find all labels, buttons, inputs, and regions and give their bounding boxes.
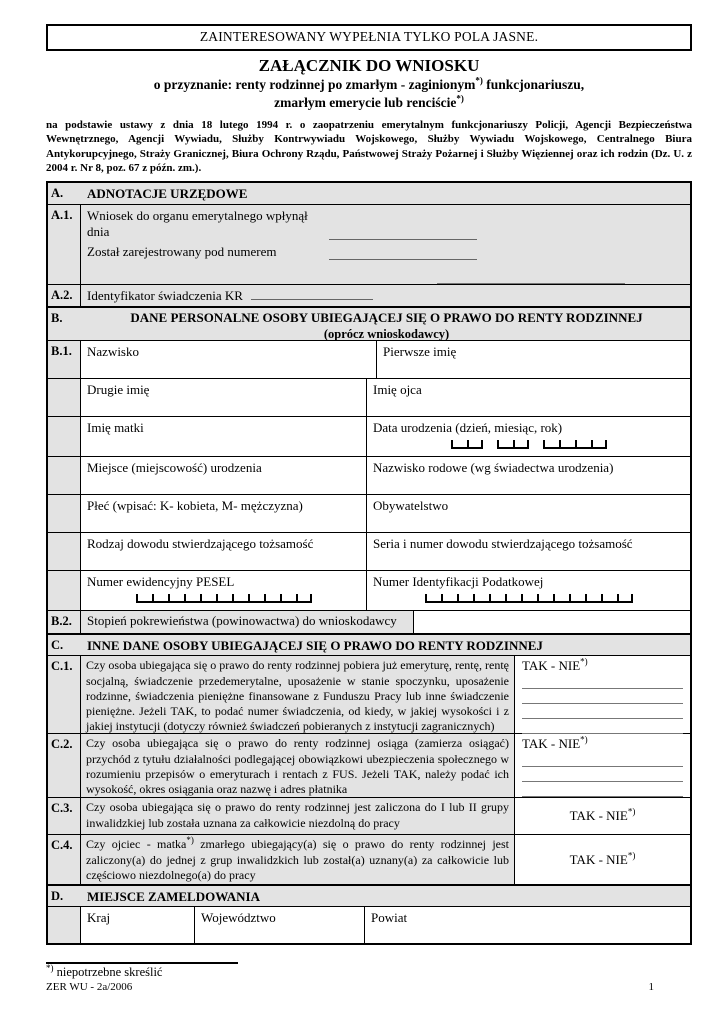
a2-office-cell — [81, 285, 690, 306]
section-b-subtitle: (oprócz wnioskodawcy) — [323, 326, 450, 341]
digit-box[interactable] — [425, 594, 441, 603]
field-label: Numer Identyfikacji Podatkowej — [373, 574, 544, 590]
digit-box-group — [497, 440, 529, 449]
answer-blank-line[interactable] — [522, 704, 683, 719]
section-c-header — [48, 633, 690, 655]
digit-box[interactable] — [232, 594, 248, 603]
field-label: Nazwisko — [87, 344, 139, 360]
row-number-spacer — [48, 571, 81, 610]
field-plec[interactable] — [81, 495, 366, 532]
notice-text: ZAINTERESOWANY WYPEŁNIA TYLKO POLA JASNE. — [199, 29, 539, 44]
answer-text: TAK - NIE — [522, 736, 581, 752]
field-label: Miejsce (miejscowość) urodzenia — [87, 460, 262, 476]
field-label: Imię ojca — [373, 382, 422, 398]
row-c1-id: C.1. — [48, 656, 81, 733]
form-meta — [46, 981, 692, 993]
footnote-marker: *) — [186, 835, 194, 846]
digit-box[interactable] — [441, 594, 457, 603]
digit-box[interactable] — [591, 440, 607, 449]
section-b-title-cell — [81, 308, 690, 340]
footnote-divider — [46, 962, 238, 964]
digit-box[interactable] — [248, 594, 264, 603]
answer-blank-line[interactable] — [522, 782, 683, 797]
field-label: Płeć (wpisać: K- kobieta, M- mężczyzna) — [87, 498, 303, 514]
row-number-spacer — [48, 417, 81, 456]
digit-box[interactable] — [489, 594, 505, 603]
field-powiat[interactable] — [364, 907, 690, 943]
digit-box-group — [425, 594, 633, 603]
row-c1 — [48, 655, 690, 733]
c4-answer-cell[interactable] — [514, 835, 690, 884]
row-a1 — [48, 204, 690, 284]
field-label: Powiat — [371, 910, 408, 926]
subtitle-text: zmarłym emerycie lub renciście — [274, 94, 457, 110]
page-number: 1 — [648, 981, 654, 994]
digit-box[interactable] — [467, 440, 483, 449]
b2-label-cell — [81, 611, 413, 633]
section-d-title: MIEJSCE ZAMELDOWANIA — [81, 886, 690, 906]
row-b1-id: B.1. — [48, 341, 81, 378]
digit-box-group — [136, 594, 312, 603]
row-number-spacer — [48, 495, 81, 532]
c1-answer-cell[interactable] — [514, 656, 690, 733]
field-drugie-imie[interactable] — [81, 379, 366, 416]
section-b-header — [48, 306, 690, 340]
form-content — [46, 24, 692, 993]
field-label: Imię matki — [87, 420, 144, 436]
row-b1-4 — [48, 456, 690, 494]
subtitle-line-1 — [46, 76, 692, 94]
subtitle-text: funkcjonariuszu, — [482, 77, 585, 92]
digit-box[interactable] — [617, 594, 633, 603]
field-label: Numer ewidencyjny PESEL — [87, 574, 235, 590]
c2-question: Czy osoba ubiegająca się o prawo do renty rodzinnej osiąga (zamierza osiągać) przychód z tytułu działalności podlegającej obowiązkowi ubezpieczenia społecznego w rozumieniu przepisów o emeryturach i rentach z FUS. Jeżeli TAK, należy podać ich wysokość, okres osiągania oraz nazwę i adres płatnika — [81, 734, 514, 797]
digit-box[interactable] — [216, 594, 232, 603]
c1-answer-lines — [522, 674, 683, 734]
digit-box[interactable] — [575, 440, 591, 449]
digit-box[interactable] — [585, 594, 601, 603]
digit-box[interactable] — [543, 440, 559, 449]
notice-box — [46, 24, 692, 51]
section-b-title: DANE PERSONALNE OSOBY UBIEGAJĄCEJ SIĘ O PRAWO DO RENTY RODZINNEJ — [130, 310, 643, 326]
section-c-title: INNE DANE OSOBY UBIEGAJĄCEJ SIĘ O PRAWO DO RENTY RODZINNEJ — [81, 635, 690, 655]
row-number-spacer — [48, 907, 81, 943]
answer-blank-line[interactable] — [522, 689, 683, 704]
digit-box[interactable] — [513, 440, 529, 449]
field-pierwsze-imie[interactable] — [376, 341, 690, 378]
c2-answer-lines — [522, 752, 683, 797]
answer-text: TAK - NIE — [522, 658, 581, 674]
a1-line1-label: Wniosek do organu emerytalnego wpłynął dnia — [87, 208, 308, 240]
row-number-spacer — [48, 533, 81, 570]
row-c4-id: C.4. — [48, 835, 81, 884]
digit-box[interactable] — [168, 594, 184, 603]
digit-box[interactable] — [457, 594, 473, 603]
digit-box[interactable] — [521, 594, 537, 603]
digit-box[interactable] — [200, 594, 216, 603]
digit-box[interactable] — [505, 594, 521, 603]
digit-box[interactable] — [497, 440, 513, 449]
legal-basis-paragraph: na podstawie ustawy z dnia 18 lutego 1994 r. o zaopatrzeniu emerytalnym funkcjonariuszy Policji, Agencji Bezpieczeństwa Wewnętrznego, Agencji Wywiadu, Służby Kontrwywiadu Wojskowego, Służby Wywiadu Wojskowego, Centralnego Biura Antykorupcyjnego, Straży Granicznej, Biura Ochrony Rządu, Państwowej Straży Pożarnej i Służby Więziennej oraz ich rodzin (Dz. U. z 2004 r. Nr 8, poz. 67 z późn. zm.). — [46, 119, 692, 174]
digit-box[interactable] — [296, 594, 312, 603]
digit-box[interactable] — [152, 594, 168, 603]
c1-question: Czy osoba ubiegająca się o prawo do renty rodzinnej pobiera już emeryturę, rentę, rentę socjalną, świadczenie przedemerytalne, uposażenie w stanie spoczynku, uposażenie rodzinne, świadczenia pieniężne finansowane z Funduszu Pracy lub inne świadczenie pieniężne. Jeżeli TAK, to podać numer świadczenia, od kiedy, w jakiej wysokości i z jakiej instytucji (dotyczy również świadczeń pobieranych z instytucji zagranicznych) — [81, 656, 514, 733]
c1-tak-nie[interactable] — [522, 658, 588, 673]
row-a1-id: A.1. — [48, 205, 81, 284]
digit-box[interactable] — [184, 594, 200, 603]
c4-question — [81, 835, 514, 884]
digit-box[interactable] — [537, 594, 553, 603]
stamp-signature-blank[interactable] — [437, 270, 625, 284]
row-d — [48, 906, 690, 943]
footnote-marker: *) — [475, 75, 483, 86]
footnote-marker: *) — [627, 806, 636, 817]
field-label: Obywatelstwo — [373, 498, 449, 514]
field-imie-ojca[interactable] — [366, 379, 690, 416]
field-nazwisko[interactable] — [81, 341, 376, 378]
footnote-marker: *) — [580, 656, 588, 667]
c3-answer-cell[interactable] — [514, 798, 690, 834]
section-d-header — [48, 884, 690, 906]
field-kraj[interactable] — [81, 907, 194, 943]
section-a-header — [48, 183, 690, 204]
answer-text: TAK - NIE — [569, 851, 628, 867]
footnote-marker: *) — [456, 93, 464, 104]
a1-line2-label: Został zarejestrowany pod numerem — [87, 244, 277, 260]
row-b1-7 — [48, 570, 690, 610]
section-b-id: B. — [48, 308, 81, 340]
subtitle-text: o przyznanie: renty rodzinnej po zmarłym - zaginionym — [153, 77, 476, 92]
footnote-marker: *) — [46, 963, 54, 974]
field-seria-numer-dowodu[interactable] — [366, 533, 690, 570]
digit-box[interactable] — [601, 594, 617, 603]
row-b2-id: B.2. — [48, 611, 81, 633]
answer-text: TAK - NIE — [569, 808, 628, 824]
field-label: Pierwsze imię — [383, 344, 457, 360]
pesel-digit-boxes[interactable] — [87, 594, 360, 603]
digit-box-group — [451, 440, 483, 449]
row-b2 — [48, 610, 690, 633]
field-imie-matki[interactable] — [81, 417, 366, 456]
question-text: Czy ojciec - matka — [86, 837, 187, 852]
a1-number-blank[interactable] — [329, 247, 477, 260]
row-a2-id: A.2. — [48, 285, 81, 306]
digit-box[interactable] — [473, 594, 489, 603]
digit-box[interactable] — [280, 594, 296, 603]
field-stopien-pokrewienstwa[interactable] — [413, 611, 690, 633]
a1-office-cell — [81, 205, 690, 284]
digit-box[interactable] — [451, 440, 467, 449]
section-a-id: A. — [48, 183, 81, 204]
footnote — [46, 965, 692, 980]
row-b1-2 — [48, 378, 690, 416]
field-obywatelstwo[interactable] — [366, 495, 690, 532]
footnote-marker: *) — [580, 734, 588, 745]
row-b1-6 — [48, 532, 690, 570]
row-b1-3 — [48, 416, 690, 456]
digit-box[interactable] — [559, 440, 575, 449]
row-number-spacer — [48, 457, 81, 494]
field-rodzaj-dowodu[interactable] — [81, 533, 366, 570]
field-label: Data urodzenia (dzień, miesiąc, rok) — [373, 420, 563, 436]
c4-tak-nie[interactable] — [570, 852, 636, 868]
c2-tak-nie[interactable] — [522, 736, 588, 751]
page-title: ZAŁĄCZNIK DO WNIOSKU — [258, 56, 480, 75]
c3-tak-nie[interactable] — [570, 808, 636, 824]
footnote-text: niepotrzebne skreślić — [56, 965, 163, 980]
digit-box[interactable] — [553, 594, 569, 603]
row-c3-id: C.3. — [48, 798, 81, 834]
field-miejsce-urodzenia[interactable] — [81, 457, 366, 494]
row-c4 — [48, 834, 690, 884]
field-data-urodzenia[interactable] — [366, 417, 690, 456]
c3-question: Czy osoba ubiegająca się o prawo do renty rodzinnej jest zaliczona do I lub II grupy inwalidzkiej lub została uznana za całkowicie niezdolną do pracy — [81, 798, 514, 834]
field-nip[interactable] — [366, 571, 690, 610]
answer-blank-line[interactable] — [522, 767, 683, 782]
a2-label: Identyfikator świadczenia KR — [87, 288, 243, 304]
row-b1-1 — [48, 340, 690, 378]
field-label: Seria i numer dowodu stwierdzającego tożsamość — [373, 536, 633, 552]
form-table — [46, 181, 692, 945]
row-a2 — [48, 284, 690, 306]
answer-blank-line[interactable] — [522, 752, 683, 767]
digit-box[interactable] — [264, 594, 280, 603]
answer-blank-line[interactable] — [522, 719, 683, 734]
a2-identifier-blank[interactable] — [251, 287, 373, 300]
field-label: Województwo — [201, 910, 276, 926]
row-c3 — [48, 797, 690, 834]
field-label: Stopień pokrewieństwa (powinowactwa) do wnioskodawcy — [87, 613, 397, 629]
question-text: zmarłego ubiegający(a) się o prawo do renty rodzinnej jest zaliczony(a) do jednej z grup inwalidzkich lub został(a) uznany(a) za całkowicie lub częściowo niezdolnego(a) do pracy — [86, 837, 509, 882]
row-c2 — [48, 733, 690, 797]
section-a-title: ADNOTACJE URZĘDOWE — [81, 183, 690, 204]
section-d-id: D. — [48, 886, 81, 906]
section-c-id: C. — [48, 635, 81, 655]
row-number-spacer — [48, 379, 81, 416]
c2-answer-cell[interactable] — [514, 734, 690, 797]
field-label: Drugie imię — [87, 382, 150, 398]
field-nazwisko-rodowe[interactable] — [366, 457, 690, 494]
answer-blank-line[interactable] — [522, 674, 683, 689]
date-digit-boxes[interactable] — [373, 440, 684, 449]
field-wojewodztwo[interactable] — [194, 907, 364, 943]
field-label: Nazwisko rodowe (wg świadectwa urodzenia) — [373, 460, 614, 476]
digit-box[interactable] — [136, 594, 152, 603]
field-label: Kraj — [87, 910, 111, 926]
row-c2-id: C.2. — [48, 734, 81, 797]
a1-date-blank[interactable] — [329, 227, 477, 240]
row-b1-5 — [48, 494, 690, 532]
subtitle-line-2 — [46, 94, 692, 112]
nip-digit-boxes[interactable] — [373, 594, 684, 603]
form-code: ZER WU - 2a/2006 — [46, 981, 133, 994]
field-label: Rodzaj dowodu stwierdzającego tożsamość — [87, 536, 314, 552]
digit-box-group — [543, 440, 607, 449]
field-pesel[interactable] — [81, 571, 366, 610]
digit-box[interactable] — [569, 594, 585, 603]
footnote-marker: *) — [627, 850, 636, 861]
